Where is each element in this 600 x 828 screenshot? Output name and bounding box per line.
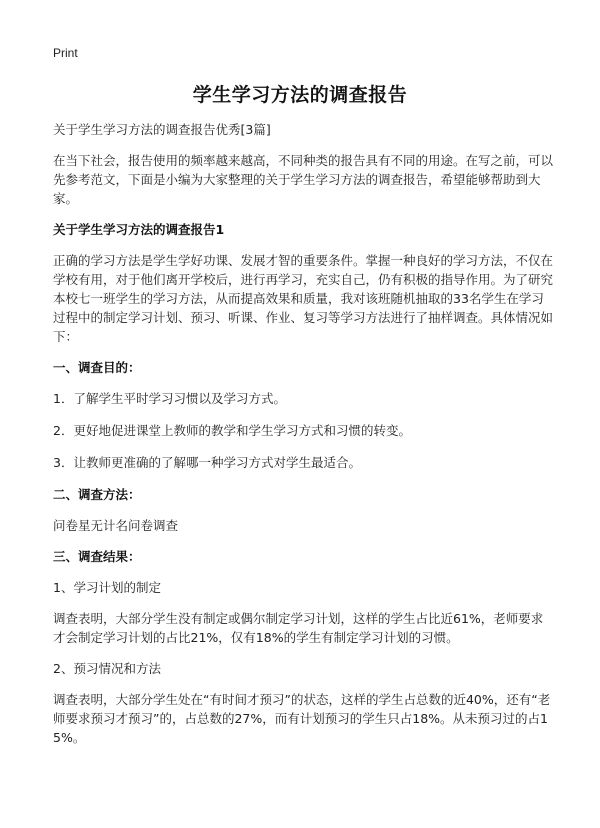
result1-paragraph: 调查表明，大部分学生没有制定或偶尔制定学习计划，这样的学生占比近61%，老师要求才会制定学习计划的占比21%，仅有18%的学生有制定学习计划的习惯。 — [53, 611, 544, 645]
section-intro-paragraph: 正确的学习方法是学生学好功课、发展才智的重要条件。掌握一种良好的学习方法，不仅在学校有用，对于他们离开学校后，进行再学习，充实自己，仍有积极的指导作用。为了研究本校七一班学生的学习方法，从而提高效果和质量，我对该班随机抽取的33名学生在学习过程中的制定学习计划、预习、听课、作业、复习等学习方法进行了抽样调查。具体情况如下： — [53, 253, 554, 344]
page-title: 学生学习方法的调查报告 — [192, 84, 408, 106]
method-heading: 二、调查方法： — [53, 487, 141, 502]
section-heading: 关于学生学习方法的调查报告1 — [53, 222, 225, 237]
result2-paragraph: 调查表明，大部分学生处在“有时间才预习”的状态，这样的学生占总数的近40%，还有“老师要求预习才预习”的，占总数的27%，而有计划预习的学生只占18%。从未预习过的占15%。 — [53, 692, 551, 745]
result2-title: 2、预习情况和方法 — [53, 661, 161, 676]
purpose-item: 2．更好地促进课堂上教师的教学和学生学习方式和习惯的转变。 — [53, 423, 411, 438]
purpose-item: 1．了解学生平时学习习惯以及学习方式。 — [53, 391, 286, 406]
purpose-heading: 一、调查目的： — [53, 360, 141, 375]
purpose-item: 3．让教师更准确的了解哪一种学习方式对学生最适合。 — [53, 455, 361, 470]
document-body — [53, 120, 553, 759]
method-text: 问卷星无计名问卷调查 — [53, 518, 179, 533]
document-subtitle: 关于学生学习方法的调查报告优秀[3篇] — [53, 122, 271, 137]
print-link[interactable]: Print — [53, 46, 78, 60]
results-heading: 三、调查结果： — [53, 549, 141, 564]
intro-paragraph: 在当下社会，报告使用的频率越来越高，不同种类的报告具有不同的用途。在写之前，可以先参考范文，下面是小编为大家整理的关于学生学习方法的调查报告，希望能够帮助到大家。 — [53, 153, 554, 206]
result1-title: 1、学习计划的制定 — [53, 580, 161, 595]
